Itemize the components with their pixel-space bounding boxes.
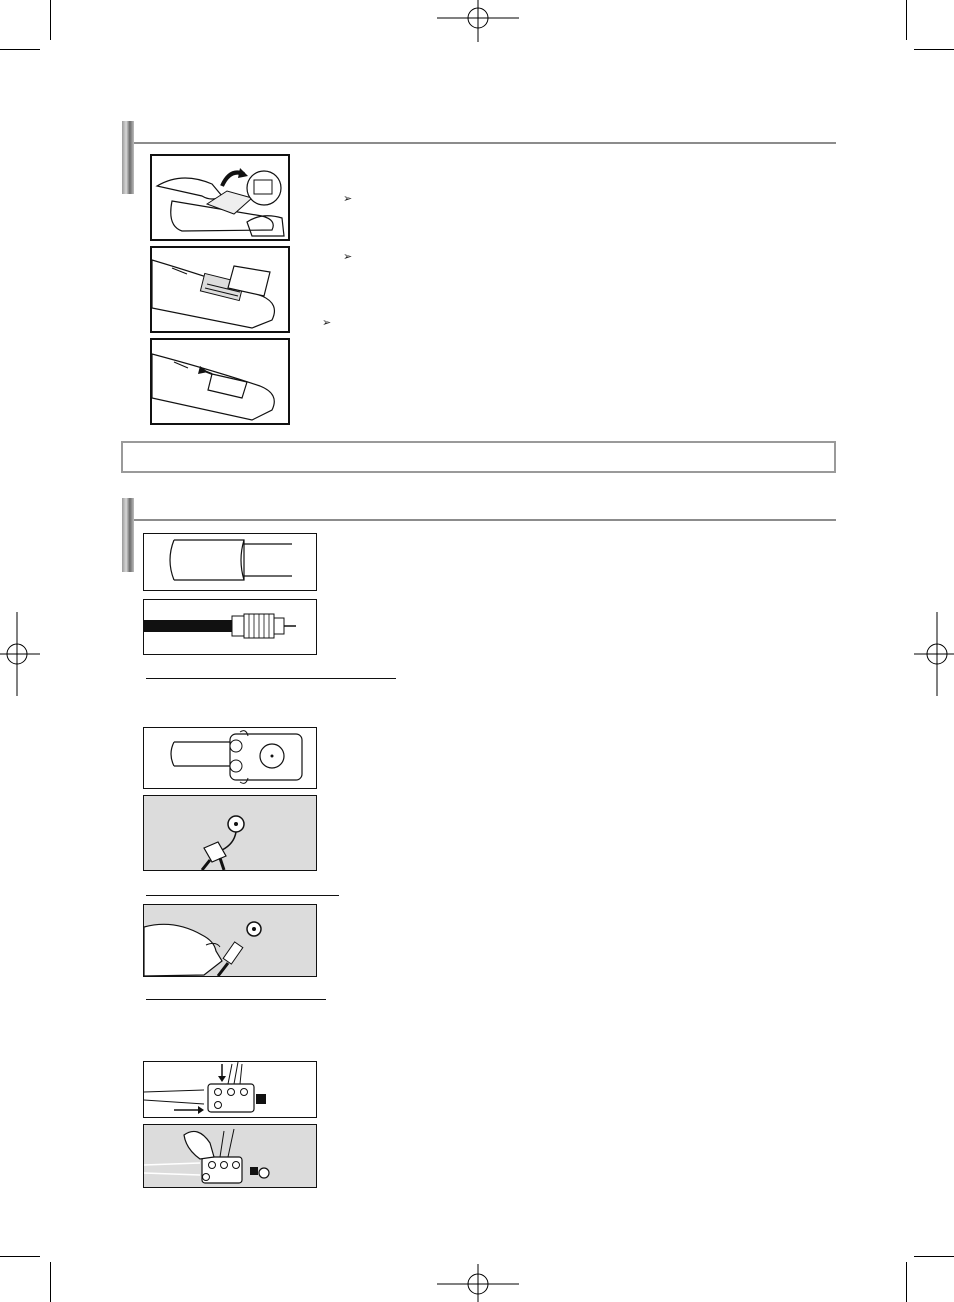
figure-adapter-plug <box>143 795 317 871</box>
section-marker-bar <box>122 498 134 572</box>
registration-mark-left <box>0 612 40 696</box>
subheading-rule <box>146 999 326 1000</box>
figure-combiner-2 <box>143 1124 317 1188</box>
crop-mark <box>50 1262 51 1302</box>
registration-mark-right <box>914 612 954 696</box>
crop-mark <box>0 49 40 50</box>
section-marker-bar <box>122 121 134 194</box>
figure-remote-open-cover <box>150 154 290 241</box>
figure-remote-battery-compartment <box>150 246 290 333</box>
note-box <box>121 441 836 473</box>
section-rule <box>134 142 836 144</box>
crop-mark <box>906 1262 907 1302</box>
subheading-rule <box>146 895 339 896</box>
registration-mark-bottom <box>437 1264 519 1302</box>
crop-mark <box>914 49 954 50</box>
figure-twin-lead-screws <box>143 727 317 789</box>
figure-combiner-1 <box>143 1061 317 1118</box>
crop-mark <box>0 1256 40 1257</box>
note-arrow-icon: ➢ <box>343 251 353 263</box>
section-rule <box>134 519 836 521</box>
figure-remote-close-cover <box>150 338 290 425</box>
crop-mark <box>906 0 907 40</box>
subheading-rule <box>146 678 396 679</box>
figure-coaxial-plug <box>143 599 317 655</box>
note-arrow-icon: ➢ <box>322 317 332 329</box>
crop-mark <box>914 1256 954 1257</box>
note-arrow-icon: ➢ <box>343 193 353 205</box>
crop-mark <box>50 0 51 40</box>
figure-flat-twin-lead <box>143 533 317 591</box>
registration-mark-top <box>437 0 519 42</box>
figure-coaxial-jack <box>143 904 317 977</box>
